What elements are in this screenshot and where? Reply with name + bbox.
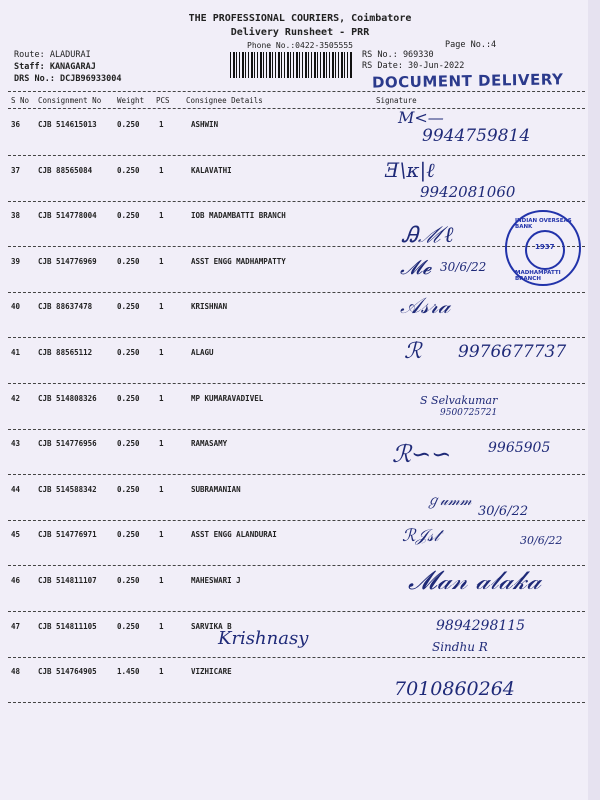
row-pcs: 1	[159, 576, 164, 585]
row-consignment: CJB 514778004	[38, 211, 97, 220]
row-sno: 37	[11, 166, 21, 175]
page-number: Page No.:4	[445, 40, 497, 50]
runsheet-title: Delivery Runsheet - PRR	[230, 27, 370, 38]
company-title: THE PROFESSIONAL COURIERS, Coimbatore	[188, 13, 412, 24]
route: Route: ALADURAI	[14, 50, 91, 60]
row-pcs: 1	[159, 120, 164, 129]
seal-line1: INDIAN OVERSEAS BANK	[515, 218, 572, 230]
phone-37: 9942081060	[420, 183, 516, 201]
row-pcs: 1	[159, 302, 164, 311]
date-44: 30/6/22	[478, 504, 529, 519]
row-sno: 46	[11, 576, 21, 585]
row-pcs: 1	[159, 485, 164, 494]
row-divider	[8, 155, 585, 156]
row-divider	[8, 520, 585, 521]
row-sno: 43	[11, 439, 21, 448]
phone-number: Phone No.:0422-3505555	[247, 41, 353, 50]
signature-45: ℛ𝒥𝓈𝓉	[402, 526, 440, 546]
row-consignment: CJB 514764905	[38, 667, 97, 676]
row-sno: 44	[11, 485, 21, 494]
row-consignee: MP KUMARAVADIVEL	[191, 394, 264, 403]
row-consignee: ASST ENGG MADHAMPATTY	[191, 257, 286, 266]
row-consignee: ASHWIN	[191, 120, 219, 129]
row-sno: 42	[11, 394, 21, 403]
row-weight: 0.250	[117, 257, 140, 266]
row-consignment: CJB 514776971	[38, 530, 97, 539]
col-consignment: Consignment No	[38, 96, 102, 105]
seal-code: 1937	[535, 243, 555, 251]
name-42: S Selvakumar	[420, 394, 498, 407]
row-weight: 0.250	[117, 348, 140, 357]
row-pcs: 1	[159, 622, 164, 631]
row-consignee: KRISHNAN	[191, 302, 228, 311]
phone-47: 9894298115	[436, 618, 526, 634]
phone-36: 9944759814	[422, 126, 531, 146]
row-sno: 47	[11, 622, 21, 631]
row-consignee: KALAVATHI	[191, 166, 232, 175]
signature-47: Krishnasy	[218, 628, 309, 649]
row-consignment: CJB 88565084	[38, 166, 93, 175]
row-pcs: 1	[159, 211, 164, 220]
row-divider	[8, 474, 585, 475]
row-divider	[8, 292, 585, 293]
row-divider	[8, 429, 585, 430]
barcode	[230, 52, 352, 78]
signature-41: ℛ	[404, 339, 422, 364]
phone-48: 7010860264	[394, 678, 515, 700]
row-consignment: CJB 514811105	[38, 622, 97, 631]
row-consignment: CJB 514776969	[38, 257, 97, 266]
row-pcs: 1	[159, 667, 164, 676]
row-weight: 0.250	[117, 530, 140, 539]
row-weight: 0.250	[117, 166, 140, 175]
row-sno: 36	[11, 120, 21, 129]
phone-41: 9976677737	[458, 342, 567, 362]
row-divider	[8, 201, 585, 202]
row-weight: 0.250	[117, 439, 140, 448]
staff: Staff: KANAGARAJ	[14, 62, 96, 72]
phone-43: 9965905	[488, 440, 551, 456]
col-sno: S No	[11, 96, 30, 105]
row-pcs: 1	[159, 439, 164, 448]
row-divider	[8, 611, 585, 612]
row-consignment: CJB 514588342	[38, 485, 97, 494]
signature-43: ℛ∽∽	[392, 440, 452, 468]
rs-number: RS No.: 969330	[362, 50, 434, 60]
row-sno: 41	[11, 348, 21, 357]
col-weight: Weight	[117, 96, 145, 105]
row-consignee: IOB MADAMBATTI BRANCH	[191, 211, 286, 220]
date-45: 30/6/22	[520, 534, 563, 547]
row-divider	[8, 383, 585, 384]
col-pcs: PCS	[156, 96, 170, 105]
divider	[8, 108, 585, 109]
row-weight: 0.250	[117, 394, 140, 403]
scan-edge	[588, 0, 600, 800]
row-pcs: 1	[159, 348, 164, 357]
row-consignee: MAHESWARI J	[191, 576, 241, 585]
signature-36: M<—	[398, 108, 444, 127]
row-weight: 0.250	[117, 120, 140, 129]
col-signature: Signature	[376, 96, 417, 105]
name-48: Sindhu R	[432, 640, 488, 654]
row-consignee: SUBRAMANIAN	[191, 485, 241, 494]
rs-date: RS Date: 30-Jun-2022	[362, 61, 465, 71]
row-divider	[8, 657, 585, 658]
row-consignment: CJB 514808326	[38, 394, 97, 403]
seal-line2: MADHAMPATTI BRANCH	[515, 270, 561, 282]
row-consignment: CJB 88637478	[38, 302, 93, 311]
row-consignee: ASST ENGG ALANDURAI	[191, 530, 277, 539]
bank-seal	[505, 210, 581, 286]
row-consignment: CJB 88565112	[38, 348, 93, 357]
row-sno: 40	[11, 302, 21, 311]
row-divider	[8, 246, 585, 247]
row-pcs: 1	[159, 257, 164, 266]
row-weight: 0.250	[117, 485, 140, 494]
signature-39: 𝓜𝓮	[400, 255, 432, 279]
row-consignment: CJB 514776956	[38, 439, 97, 448]
row-weight: 0.250	[117, 302, 140, 311]
row-pcs: 1	[159, 394, 164, 403]
row-pcs: 1	[159, 530, 164, 539]
row-consignee: ALAGU	[191, 348, 214, 357]
row-weight: 1.450	[117, 667, 140, 676]
row-sno: 39	[11, 257, 21, 266]
row-pcs: 1	[159, 166, 164, 175]
date-39: 30/6/22	[440, 260, 487, 274]
document-delivery-stamp: DOCUMENT DELIVERY	[371, 70, 564, 92]
row-weight: 0.250	[117, 211, 140, 220]
signature-40: 𝒜𝓈𝓇𝒶	[400, 294, 451, 319]
row-sno: 45	[11, 530, 21, 539]
row-consignee: RAMASAMY	[191, 439, 228, 448]
signature-44: ℊ𝓊𝓂𝓂	[426, 493, 472, 509]
row-sno: 48	[11, 667, 21, 676]
row-sno: 38	[11, 211, 21, 220]
signature-46: 𝓜𝒶𝓃 𝒶𝓁𝒶𝓀𝒶	[408, 566, 542, 596]
row-divider	[8, 337, 585, 338]
row-consignment: CJB 514811107	[38, 576, 97, 585]
row-consignment: CJB 514615013	[38, 120, 97, 129]
row-weight: 0.250	[117, 576, 140, 585]
row-consignee: SARVIKA B	[191, 622, 232, 631]
row-weight: 0.250	[117, 622, 140, 631]
col-consignee: Consignee Details	[186, 96, 263, 105]
divider	[8, 91, 585, 92]
row-consignee: VIZHICARE	[191, 667, 232, 676]
row-divider	[8, 702, 585, 703]
drs-number: DRS No.: DCJB96933004	[14, 74, 122, 84]
phone-42: 9500725721	[440, 408, 498, 418]
signature-38: Ꭿℳℓ	[402, 223, 454, 248]
signature-37: Ǝ\κ|ℓ	[385, 158, 435, 182]
